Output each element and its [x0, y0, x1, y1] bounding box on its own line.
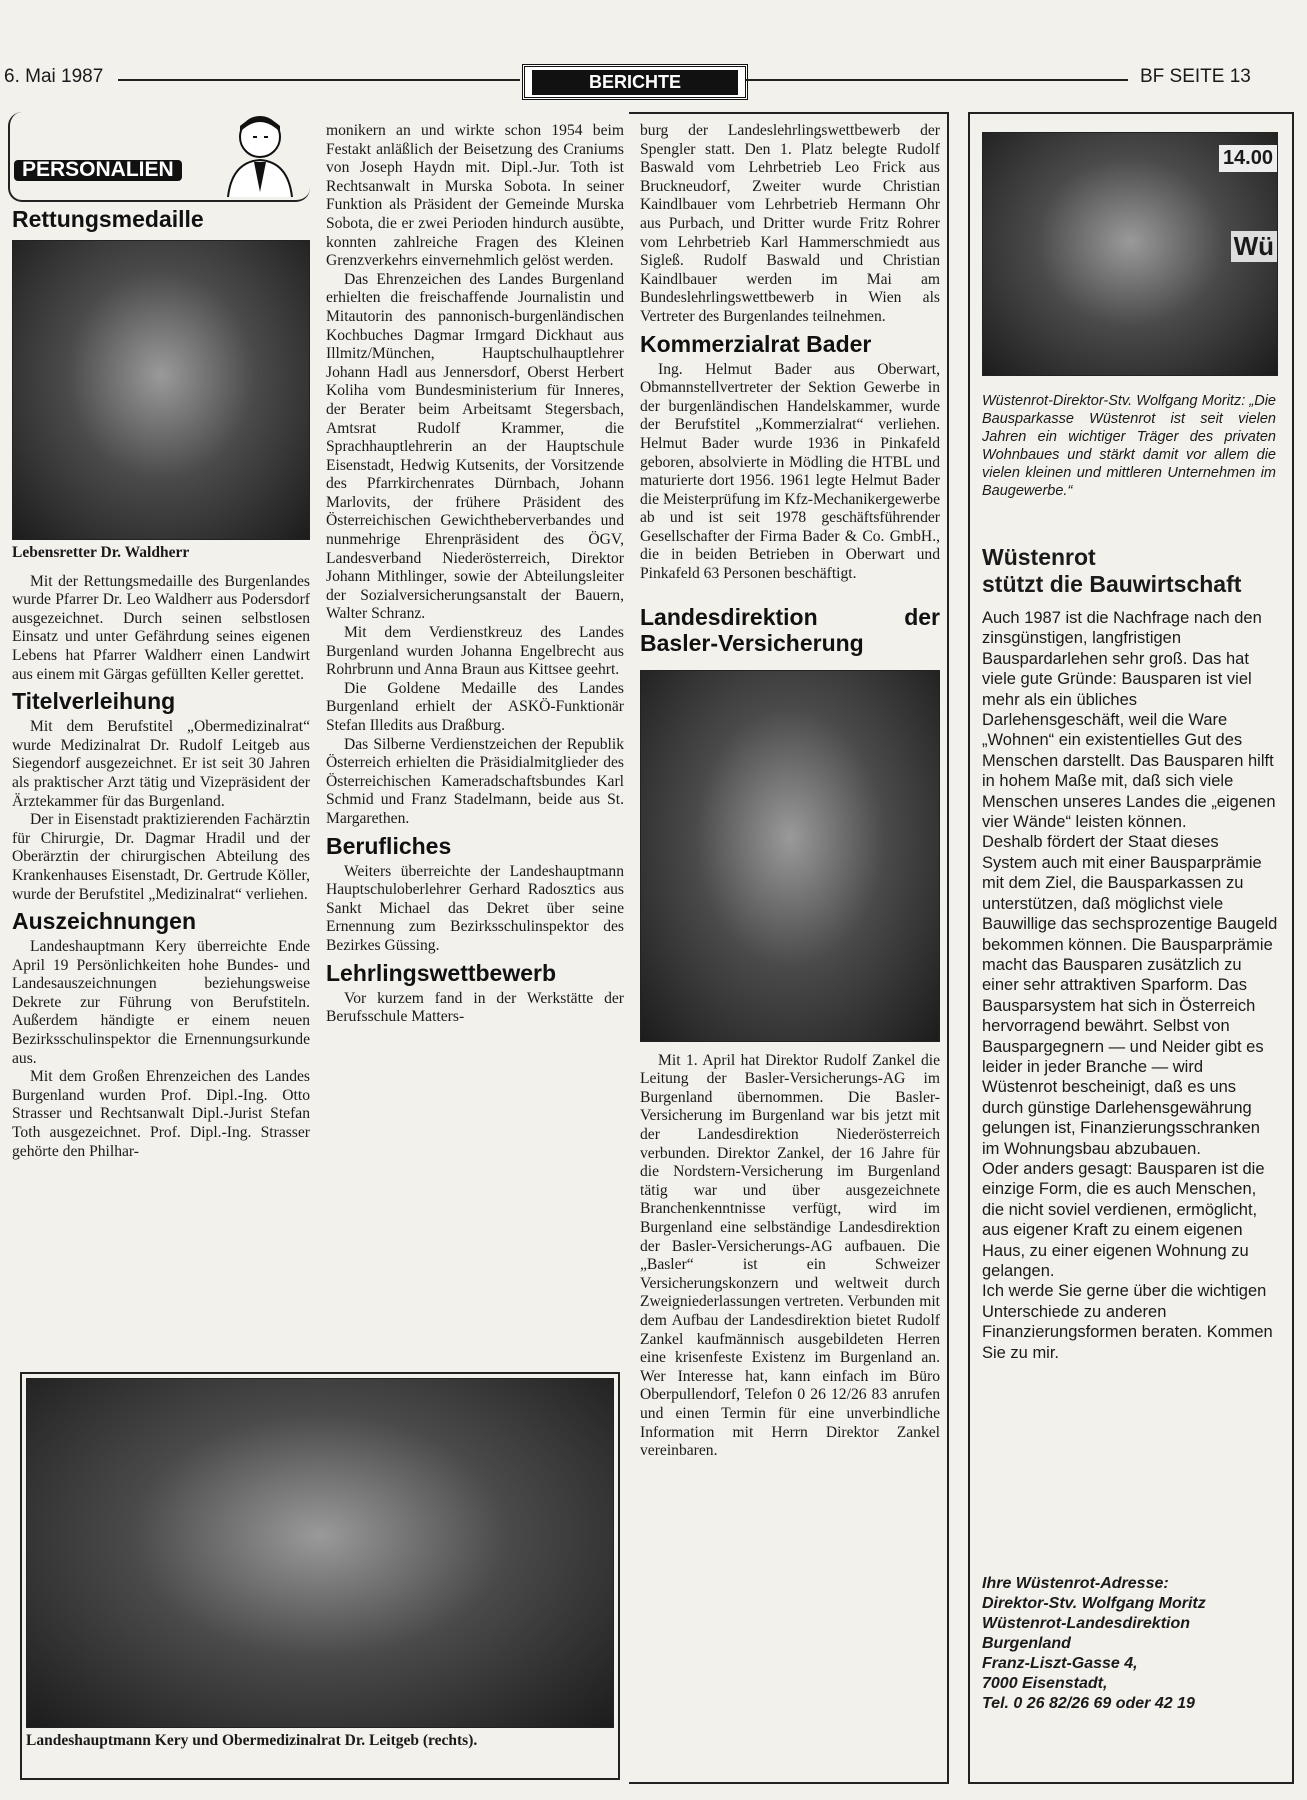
heading-auszeichnungen: Auszeichnungen: [12, 908, 197, 935]
section-label: [522, 64, 748, 100]
ad-body: [982, 608, 1278, 1363]
article-text: Mit dem Verdienstkreuz des Landes Burgenland wurden Johanna Engelbrecht aus Rohrbrunn und Anna Braun aus Kittsee geehrt.: [326, 624, 624, 679]
address-line: Ihre Wüstenrot-Adresse:: [982, 1575, 1169, 1592]
ad-text: Deshalb fördert der Staat dieses System auch mit einer Bausparprämie mit dem Ziel, die Bausparkassen zu unterstützen, daß möglichst viele Bauwillige das sechsprozentige Baugeld bekommen können. Die Bausparprämie macht das Bausparen zusätzlich zu einer sehr attraktiven Sparform. Das Bausparsystem hat sich in Österreich hervorragend bewährt. Selbst von Bauspargegnern — und Neider gibt es leider in jeder Branche — wird Wüstenrot bescheinigt, daß es uns durch günstige Darlehensgewährung gelungen ist, Finanzierungsschranken im Wohnungsbau abzubauen.: [982, 833, 1278, 1158]
article-text: monikern an und wirkte schon 1954 beim Festakt anläßlich der Beisetzung des Craniums von Joseph Haydn mit. Dipl.-Jur. Toth ist Rechtsanwalt in Murska Sobota. In seiner Funktion als Präsident der Gemeinde Murska Sobota, die er zwei Perioden hindurch ausübte, konnten zahlreiche Fragen des Kleinen Grenzverkehrs einvernehmlich gelöst werden.: [326, 122, 624, 270]
article-text: Mit 1. April hat Direktor Rudolf Zankel die Leitung der Basler-Versicherungs-AG im Burgenland übernommen. Die Basler-Versicherung im Burgenland war bis jetzt mit der Landesdirektion Niederösterreich verbunden. Direktor Zankel, der 16 Jahre für die Nordstern-Versicherung im Burgenland tätig war und über ausgezeichnete Branchenkenntnisse verfügt, wird im Burgenland eine selbständige Landesdirektion der Basler-Versicherungs-AG aufbauen. Die „Basler“ ist ein Schweizer Versicherungskonzern und weltweit durch Zweigniederlassungen vertreten. Verbunden mit dem Aufbau der Landesdirektion bietet Rudolf Zankel kaufmännisch ausgebildeten Herren eine krisenfeste Existenz im Burgenland an. Wer Interesse hat, kann einfach im Büro Oberpullendorf, Telefon 0 26 12/26 83 anrufen und einen Termin für eine unverbindliche Information mit Herrn Direktor Zankel vereinbaren.: [640, 1051, 940, 1460]
ad-text: Ich werde Sie gerne über die wichtigen Unterschiede zu anderen Finanzierungsformen beraten. Kommen Sie zu mir.: [982, 1282, 1273, 1362]
ad-title-line: Wüstenrot: [982, 544, 1096, 570]
article-text: Ing. Helmut Bader aus Oberwart, Obmannstellvertreter der Sektion Gewerbe in der burgenländischen Handelskammer, wurde der Berufstitel „Kommerzialrat“ verliehen. Helmut Bader wurde 1936 in Pinkafeld geboren, absolvierte in Mödling die HTBL und maturierte dort 1956. 1961 legte Helmut Bader die Meisterprüfung im Kfz-Mechanikergewerbe ab und ist seit 1978 geschäftsführender Gesellschafter der Firma Bader & Co. GmbH., die in beiden Betrieben in Oberwart und Pinkafeld 63 Personen beschäftigt.: [640, 360, 940, 583]
article-text: Weiters überreichte der Landeshauptmann Hauptschuloberlehrer Gerhard Radosztics aus Sankt Michael das Dekret über seine Ernennung zum Bezirksschulinspektor des Bezirkes Güssing.: [326, 862, 624, 954]
issue-date: 6. Mai 1987: [4, 66, 104, 87]
ad-text: Oder anders gesagt: Bausparen ist die einzige Form, die es auch Menschen, die nicht soviel verdienen, ermöglicht, aus eigener Kraft zu einem eigenen Haus, zu einer eigenen Wohnung zu gelangen.: [982, 1159, 1265, 1280]
header-rule: [746, 79, 1128, 81]
ad-title: [982, 544, 1282, 598]
bottom-photo-box: [20, 1372, 620, 1780]
ad-title-line: stützt die Bauwirtschaft: [982, 571, 1242, 597]
photo-caption: Lebensretter Dr. Waldherr: [12, 544, 190, 561]
ad-address: [982, 1574, 1282, 1714]
article-text: Mit der Rettungsmedaille des Burgenlandes wurde Pfarrer Dr. Leo Waldherr aus Podersdorf ausgezeichnet. Durch seinen selbstlosen Einsatz und unter Gefährdung seines eigenen Lebens hat Pfarrer Waldherr einen Landwirt aus einem mit Gärgas gefüllten Keller gerettet.: [12, 572, 310, 683]
address-line: Wüstenrot-Landesdirektion: [982, 1615, 1191, 1632]
photo-kery-leitgeb: [26, 1378, 614, 1728]
heading-lehrlingswettbewerb: Lehrlingswettbewerb: [326, 959, 557, 986]
article-text: Vor kurzem fand in der Werkstätte der Berufsschule Matters-: [326, 989, 624, 1026]
sign-text: Wü: [1231, 231, 1277, 262]
person-logo-icon: [220, 112, 300, 198]
column-1: [12, 112, 310, 1161]
article-text: Mit dem Großen Ehrenzeichen des Landes Burgenland wurden Prof. Dipl.-Ing. Otto Strasser und Rechtsanwalt Dipl.-Jurist Stefan Toth ausgezeichnet. Prof. Dipl.-Ing. Strasser gehörte den Philhar-: [12, 1068, 310, 1160]
section-title: BERICHTE: [532, 70, 738, 95]
article-text: Das Silberne Verdienstzeichen der Republik Österreich erhielten die Präsidialmitglieder des Österreichischen Kameradschaftsbundes Karl Schmid und Franz Stadelmann, beide aus St. Margarethen.: [326, 735, 624, 827]
article-text: Das Ehrenzeichen des Landes Burgenland erhielten die freischaffende Journalistin und Mitautorin des pannonisch-burgenländischen Kochbuches Dagmar Irmgard Dickhaut aus Illmitz/München, Hauptschulhauptlehrer Johann Hadl aus Jennersdorf, Oberst Herbert Koliha vom Bundesministerium für Inneres, der Berater beim Arbeitsamt Stegersbach, Amtsrat Rudolf Krammer, die Sprachhauptlehrerin an der Hauptschule Eisenstadt, Hedwig Kutsenits, der Vorsitzende des Pfarrkirchenrates Dürnbach, Johann Marlovits, der frühere Präsident des Österreichischen Gewichtheberverbandes und nunmehrige Ehrenpräsident des ÖGV, Landesverband Niederösterreich, Direktor Johann Mithlinger, sowie der Abteilungsleiter der Sozialversicherungsanstalt der Bauern, Walter Schranz.: [326, 270, 624, 623]
article-text: Der in Eisenstadt praktizierenden Fachärztin für Chirurgie, Dr. Dagmar Hradil und der Oberärztin der chirurgischen Abteilung des Krankenhauses Eisenstadt, Dr. Gertrude Köller, wurde der Berufstitel „Medizinalrat“ verliehen.: [12, 811, 310, 903]
address-line: Tel. 0 26 82/26 69 oder 42 19: [982, 1695, 1195, 1712]
article-text: Mit dem Berufstitel „Obermedizinalrat“ wurde Medizinalrat Dr. Rudolf Leitgeb aus Siegendorf ausgezeichnet. Er ist seit 30 Jahren als praktischer Arzt tätig und Vizepräsident der Ärztekammer für das Burgenland.: [12, 718, 310, 810]
wuestenrot-ad: [968, 112, 1294, 1784]
photo-caption: Landeshauptmann Kery und Obermedizinalrat Dr. Leitgeb (rechts).: [26, 1732, 478, 1749]
article-text: Landeshauptmann Kery überreichte Ende April 19 Persönlichkeiten hohe Bundes- und Landesauszeichnungen beziehungsweise Dekrete zur Führung von Berufstiteln. Außerdem händigte er einem neuen Bezirksschulinspektor die Ernennungsurkunde aus.: [12, 938, 310, 1067]
address-line: Burgenland: [982, 1635, 1071, 1652]
header-rule: [118, 79, 520, 81]
heading-kommerzialrat-bader: Kommerzialrat Bader: [640, 330, 872, 357]
page-number: BF SEITE 13: [1140, 66, 1251, 87]
sign-text: 14.00: [1219, 145, 1277, 172]
photo-waldherr: [12, 240, 310, 540]
address-line: Direktor-Stv. Wolfgang Moritz: [982, 1595, 1206, 1612]
article-text: Die Goldene Medaille des Landes Burgenland erhielt der ASKÖ-Funktionär Stefan Illedits aus Draßburg.: [326, 679, 624, 734]
photo-moritz: [982, 132, 1278, 376]
photo-caption: Wüstenrot-Direktor-Stv. Wolfgang Moritz: „Die Bausparkasse Wüstenrot ist seit vielen Jahren ein wichtiger Träger des privaten Wohnbaues und stärkt damit vor allem die vielen kleinen und mittleren Unternehmen im Baugewerbe.“: [982, 393, 1276, 499]
address-line: Franz-Liszt-Gasse 4,: [982, 1655, 1138, 1672]
personalien-banner: [8, 112, 310, 202]
heading-titelverleihung: Titelverleihung: [12, 688, 176, 715]
article-text: burg der Landeslehrlingswettbewerb der Spengler statt. Den 1. Platz belegte Rudolf Baswald vom Lehrbetrieb Leo Frick aus Bruckneudorf, Zweiter wurde Christian Kaindlbauer vom Lehrbetrieb Hermann Ohr aus Purbach, und Dritter wurde Fritz Rohrer vom Lehrbetrieb Karl Hammerschmiedt aus Sigleß. Rudolf Baswald und Christian Kaindlbauer werden im Mai am Bundeslehrlingswettbewerb in Wien als Vertreter des Burgenlandes teilnehmen.: [640, 122, 940, 325]
ad-text: Auch 1987 ist die Nachfrage nach den zinsgünstigen, langfristigen Bauspardarlehen sehr groß. Das hat viele gute Gründe: Bausparen ist viel mehr als ein übliches Darlehensgeschäft, weil die Ware „Wohnen“ ein existentielles Gut des Menschen darstellt. Das Bausparen hilft in hohem Maße mit, daß sich viele Menschen unseres Landes die „eigenen vier Wände“ leisten können.: [982, 609, 1276, 832]
heading-rettungsmedaille: Rettungsmedaille: [12, 206, 204, 232]
heading-berufliches: Berufliches: [326, 832, 452, 859]
column-2: [326, 122, 624, 1027]
address-line: 7000 Eisenstadt,: [982, 1675, 1108, 1692]
heading-basler: Landesdirektion der Basler-Versicherung: [640, 603, 940, 656]
personalien-label: PERSONALIEN: [14, 160, 182, 181]
column-border: [629, 112, 949, 1784]
